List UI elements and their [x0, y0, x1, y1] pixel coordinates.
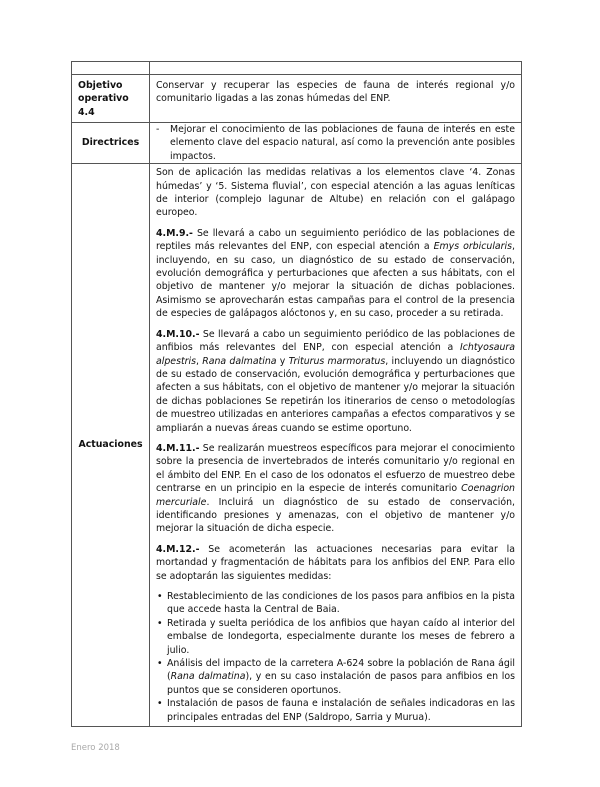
directrices-label: Directrices [72, 123, 150, 164]
directriz-item [156, 123, 515, 163]
measure-4m10: 4.M.10.- Se llevará a cabo un seguimiento periódico de las poblaciones de anfibios más relevantes del ENP, con especial atención a Ichtyosaura alpestris, Rana dalmatina y Triturus marmoratus, incluyendo un diagnóstico de su estado de conservación, evolución demográfica y perturbaciones que afecten a sus hábitats, con el objetivo de mantener y/o mejorar la situación de dichas poblaciones Se repetirán los itinerarios de censo o metodologías de muestreo utilizadas en anteriores campañas a efectos comparativos y se ampliarán a nuevas áreas cuando se estime oportuno. [156, 328, 516, 434]
objective-row [72, 75, 522, 123]
list-item: • Análisis del impacto de la carretera A-624 sobre la población de Rana ágil (Rana dalmatina), y en su caso instalación de pasos para anfibios en los puntos que se consideren oportunos. [167, 657, 515, 697]
table-header-row [72, 62, 522, 75]
species-name: Emys orbicularis [433, 241, 513, 253]
header-cell-left [72, 62, 150, 75]
actuaciones-label: Actuaciones [72, 164, 150, 727]
objective-text: Conservar y recuperar las especies de fauna de interés regional y/o comunitario ligadas a las zonas húmedas del ENP. [150, 75, 522, 123]
measure-code: 4.M.10.- [156, 328, 200, 340]
species-name: Triturus marmoratus [288, 355, 386, 367]
dash-bullet: - [156, 124, 160, 135]
list-item: • Instalación de pasos de fauna e instalación de señales indicadoras en las principales entradas del ENP (Saldropo, Sarria y Murua). [167, 697, 515, 724]
directrices-cell [150, 123, 522, 164]
measure-4m11: 4.M.11.- Se realizarán muestreos específicos para mejorar el conocimiento sobre la presencia de invertebrados de interés comunitario y/o regional en el ámbito del ENP. En el caso de los odonatos el esfuerzo de muestreo debe centrarse en un principio en la especie de interés comunitario Coenagrion mercuriale. Incluirá un diagnóstico de su estado de conservación, identificando presiones y amenazas, con el objetivo de mantener y/o mejorar la situación de dicha especie. [156, 442, 515, 535]
header-cell-right [150, 62, 522, 75]
measures-list [156, 590, 515, 724]
actuaciones-intro: Son de aplicación las medidas relativas a los elementos clave ‘4. Zonas húmedas’ y ‘5. Sistema fluvial’, con especial atención a las aguas leníticas de interior (complejo lagunar de Altube) en relación con el galápago europeo. [156, 167, 515, 219]
measure-4m12: 4.M.12.- Se acometerán las actuaciones necesarias para evitar la mortandad y fragmentación de hábitats para los anfibios del ENP. Para ello se adoptarán las siguientes medidas: [156, 543, 515, 582]
measure-code: 4.M.9.- [156, 227, 193, 239]
directriz-text: Mejorar el conocimiento de las poblaciones de fauna de interés en este elemento clave del espacio natural, así como la prevención ante posibles impactos. [170, 124, 515, 162]
list-item: • Retirada y suelta periódica de los anfibios que hayan caído al interior del embalse de Iondegorta, especialmente durante los meses de febrero a julio. [167, 617, 515, 657]
actuaciones-row [72, 164, 522, 727]
species-name: Coenagrion mercuriale [156, 483, 515, 508]
list-item: • Restablecimiento de las condiciones de los pasos para anfibios en la pista que accede hasta la Central de Baia. [167, 590, 515, 617]
directrices-row [72, 123, 522, 164]
measure-4m9: 4.M.9.- Se llevará a cabo un seguimiento periódico de las poblaciones de reptiles más relevantes del ENP, con especial atención a Emys orbicularis, incluyendo, en su caso, un diagnóstico de su estado de conservación, evolución demográfica y perturbaciones que afecten a sus hábitats, con el objetivo de mantener y/o mejorar la situación de dichas poblaciones. Asimismo se aprovecharán estas campañas para el control de la presencia de especies de galápagos alóctonos y, en su caso, proceder a su retirada. [156, 227, 516, 320]
actuaciones-cell [150, 164, 522, 727]
measure-code: 4.M.11.- [156, 442, 200, 454]
species-name: Rana dalmatina [202, 355, 277, 367]
species-name: Rana dalmatina [170, 671, 246, 683]
objective-table [71, 61, 522, 727]
footer-date: Enero 2018 [71, 743, 120, 753]
objective-label: Objetivo operativo 4.4 [72, 75, 150, 123]
measure-code: 4.M.12.- [156, 543, 200, 555]
species-name: Ichtyosaura alpestris [156, 342, 515, 367]
